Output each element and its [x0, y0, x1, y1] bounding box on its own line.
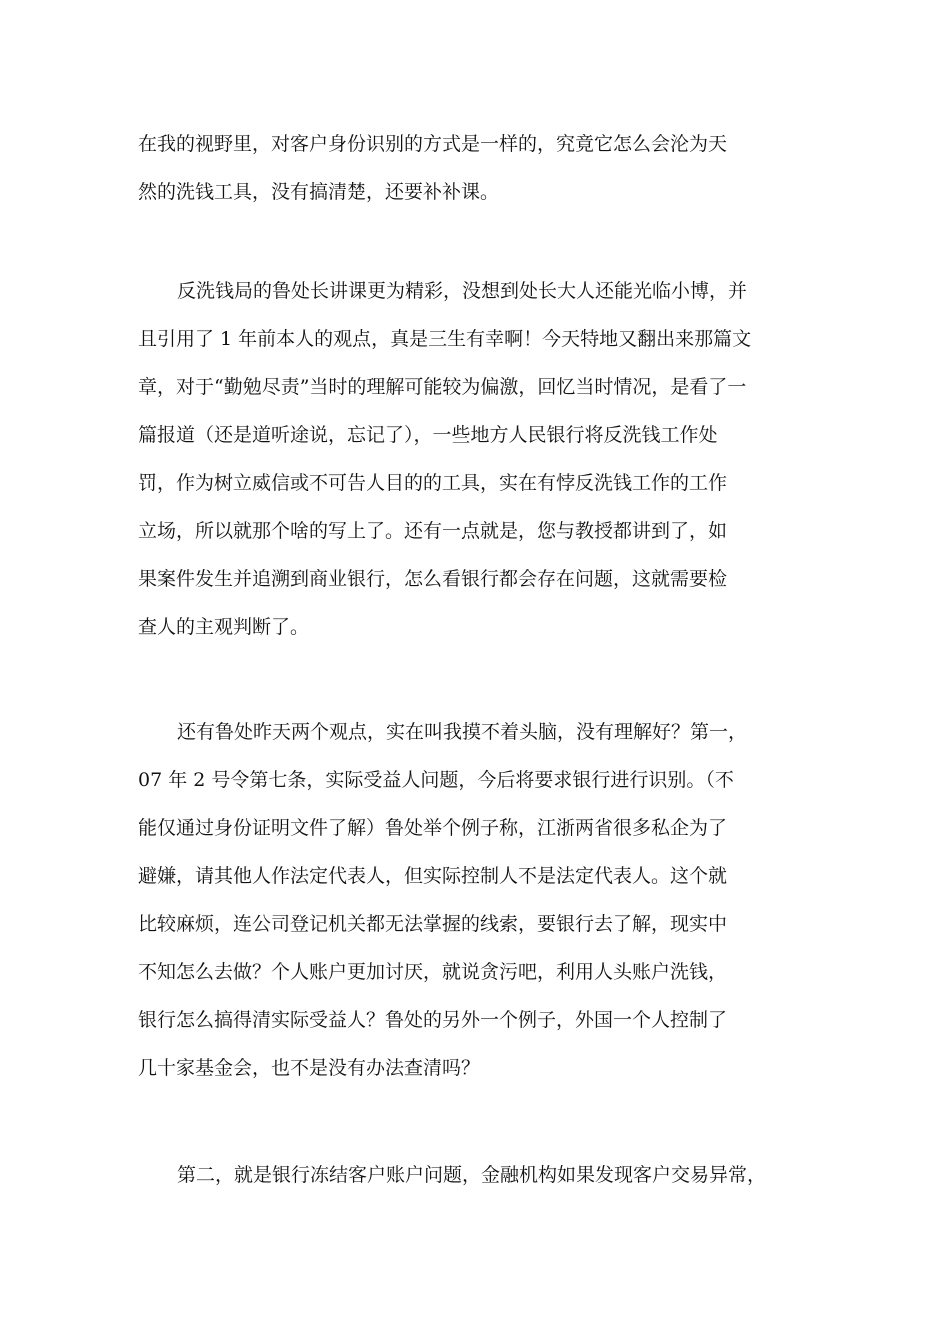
- paragraph-3: [138, 708, 828, 1092]
- text-line: 然的洗钱工具，没有搞清楚，还要补补课。: [138, 181, 500, 203]
- text-line: 不知怎么去做？个人账户更加讨厌，就说贪污吧，利用人头账户洗钱，: [138, 961, 728, 983]
- text-line: 避嫌，请其他人作法定代表人，但实际控制人不是法定代表人。这个就: [138, 865, 728, 887]
- text-line: 反洗钱局的鲁处长讲课更为精彩，没想到处长大人还能光临小博，并: [177, 280, 748, 302]
- text-line: 能仅通过身份证明文件了解）鲁处举个例子称，江浙两省很多私企为了: [138, 817, 728, 839]
- text-line: 07 年 2 号令第七条，实际受益人问题，今后将要求银行进行识别。（不: [138, 769, 734, 791]
- paragraph-2: [138, 267, 828, 651]
- text-line: 比较麻烦，连公司登记机关都无法掌握的线索，要银行去了解，现实中: [138, 913, 728, 935]
- paragraph-1: [138, 120, 828, 216]
- text-line: 且引用了 1 年前本人的观点，真是三生有幸啊！今天特地又翻出来那篇文: [138, 328, 752, 350]
- text-line: 第二，就是银行冻结客户账户问题，金融机构如果发现客户交易异常，: [177, 1164, 767, 1186]
- text-line: 银行怎么搞得清实际受益人？鲁处的另外一个例子，外国一个人控制了: [138, 1009, 728, 1031]
- text-line: 在我的视野里，对客户身份识别的方式是一样的，究竟它怎么会沦为天: [138, 133, 728, 155]
- text-line: 章，对于“勤勉尽责”当时的理解可能较为偏激，回忆当时情况，是看了一: [138, 376, 747, 398]
- text-line: 立场，所以就那个啥的写上了。还有一点就是，您与教授都讲到了，如: [138, 520, 728, 542]
- text-line: 果案件发生并追溯到商业银行，怎么看银行都会存在问题，这就需要检: [138, 568, 728, 590]
- text-line: 几十家基金会，也不是没有办法查清吗？: [138, 1057, 481, 1079]
- paragraph-4: [138, 1151, 828, 1199]
- text-line: 篇报道（还是道听途说，忘记了），一些地方人民银行将反洗钱工作处: [138, 424, 718, 446]
- text-line: 罚，作为树立威信或不可告人目的的工具，实在有悖反洗钱工作的工作: [138, 472, 728, 494]
- text-line: 还有鲁处昨天两个观点，实在叫我摸不着头脑，没有理解好？第一，: [177, 721, 748, 743]
- text-line: 查人的主观判断了。: [138, 616, 310, 638]
